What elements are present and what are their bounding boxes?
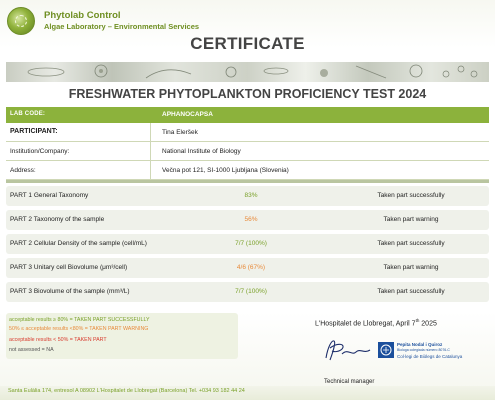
lab-code-row (6, 107, 489, 123)
part-result: Taken part successfully (377, 192, 445, 199)
part-result: Taken part successfully (377, 288, 445, 295)
results-legend (6, 313, 238, 359)
college-biologists-logo-icon (378, 342, 394, 358)
part-row (6, 186, 489, 206)
part-score: 56% (244, 216, 258, 223)
part-name: PART 1 General Taxonomy (10, 192, 89, 199)
part-name: PART 2 Taxonomy of the sample (10, 216, 105, 223)
part-row (6, 210, 489, 230)
address-row (6, 161, 489, 180)
part-row (6, 258, 489, 278)
test-title: FRESHWATER PHYTOPLANKTON PROFICIENCY TEST 2024 (68, 87, 427, 101)
institution-value: National Institute of Biology (162, 148, 241, 155)
footer (0, 386, 495, 400)
certificate-title: CERTIFICATE (190, 34, 305, 53)
part-result: Taken part successfully (377, 240, 445, 247)
participant-value: Tina Eleršek (162, 129, 198, 136)
part-row (6, 234, 489, 254)
part-name: PART 2 Cellular Density of the sample (cell/mL) (10, 240, 147, 247)
legend-not-assessed: not assessed = NA (9, 347, 54, 353)
footer-address: Santa Eulàlia 174, entresol A 08902 L'Hospitalet de Llobregat (Barcelona) Tel. +034 93 182 44 24 (8, 388, 245, 394)
place-date: L'Hospitalet de Llobregat, April 7th 2025 (315, 318, 437, 328)
section-divider (6, 180, 489, 183)
part-result: Taken part warning (383, 264, 439, 271)
part-result: Taken part warning (383, 216, 439, 223)
college-member-number: Biologa colegiada número 8076-C (397, 348, 450, 352)
lab-name: Algae Laboratory – Environmental Services (44, 22, 200, 31)
participant-label: PARTICIPANT: (10, 128, 58, 135)
lab-code-label: LAB CODE: (10, 111, 46, 117)
college-member-name: Pepita Nodal i Quiroz (397, 342, 443, 347)
table-divider (150, 123, 151, 180)
legend-taken-part: acceptable results < 50% = TAKEN PART (9, 337, 107, 343)
part-score: 4/6 (67%) (236, 264, 266, 271)
part-name: PART 3 Biovolume of the sample (mm³/L) (10, 288, 130, 295)
signatory-role: Technical manager (324, 379, 375, 385)
part-name: PART 3 Unitary cell Biovolume (μm³/cell) (10, 264, 128, 271)
institution-label: Institution/Company: (10, 148, 70, 155)
address-label: Address: (10, 167, 36, 174)
signature-image (320, 336, 372, 366)
institution-row (6, 142, 489, 161)
college-institution: Col·legi de Biòlegs de Catalunya (397, 354, 463, 359)
part-score: 83% (244, 192, 258, 199)
address-value: Večna pot 121, SI-1000 Ljubljana (Slovenia) (162, 167, 289, 174)
company-name: Phytolab Control (44, 10, 121, 21)
lab-code-value: APHANOCAPSA (162, 111, 213, 118)
part-row (6, 282, 489, 302)
part-score: 7/7 (100%) (235, 240, 267, 247)
legend-success: acceptable results ≥ 80% = TAKEN PART SUCCESSFULLY (9, 317, 150, 323)
part-score: 7/7 (100%) (235, 288, 267, 295)
participant-row (6, 123, 489, 142)
legend-warning: 50% ≤ acceptable results <80% = TAKEN PART WARNING (9, 326, 149, 332)
